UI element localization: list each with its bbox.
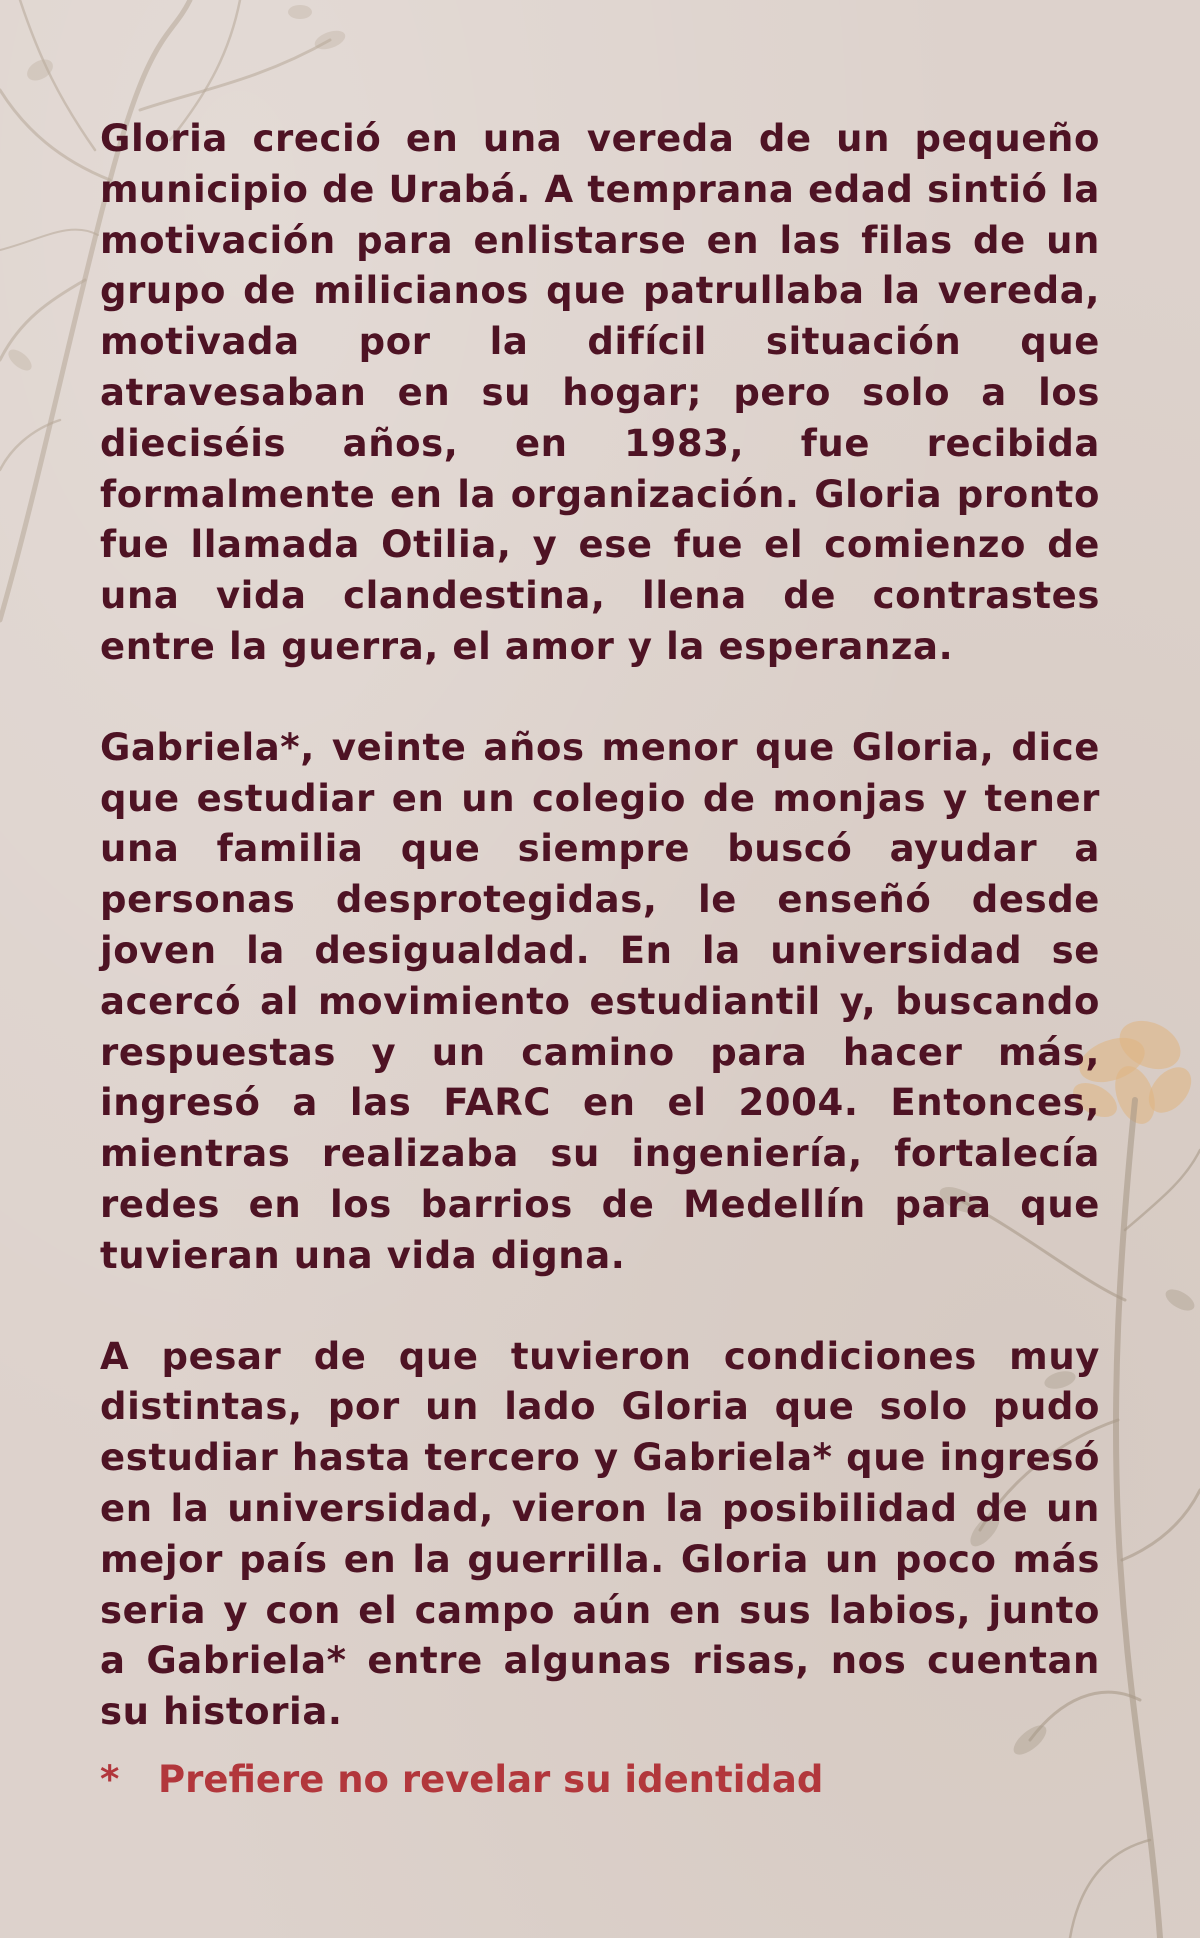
paragraph-gloria: Gloria creció en una vereda de un pequeño municipio de Urabá. A temprana edad sintió la motivación para enlistarse en las filas de un grupo de milicianos que patrullaba la vereda, motivada por la difícil situación que atravesaban en su hogar; pero solo a los dieciséis años, en 1983, fue recibida formalmente en la organización. Gloria pronto fue llamada Otilia, y ese fue el comienzo de una vida clandestina, llena de contrastes entre la guerra, el amor y la esperanza. <box>100 117 1100 668</box>
paragraph-gabriela: Gabriela*, veinte años menor que Gloria, dice que estudiar en un colegio de monjas y tener una familia que siempre buscó ayudar a personas desprotegidas, le enseñó desde joven la desigualdad. En la universidad se acercó al movimiento estudiantil y, buscando respuestas y un camino para hacer más, ingresó a las FARC en el 2004. Entonces, mientras realizaba su ingeniería, fortalecía redes en los barrios de Medellín para que tuvieran una vida digna. <box>100 725 1100 1277</box>
article-body <box>100 114 1100 1788</box>
paragraph-both: A pesar de que tuvieron condiciones muy distintas, por un lado Gloria que solo pudo estudiar hasta tercero y Gabriela* que ingresó en la universidad, vieron la posibilidad de un mejor país en la guerrilla. Gloria un poco más seria y con el campo aún en sus labios, junto a Gabriela* entre algunas risas, nos cuentan su historia. <box>100 1334 1100 1734</box>
identity-footnote <box>100 1755 1100 1805</box>
footnote-asterisk: * <box>100 1758 120 1801</box>
footnote-text: Prefiere no revelar su identidad <box>158 1758 824 1801</box>
